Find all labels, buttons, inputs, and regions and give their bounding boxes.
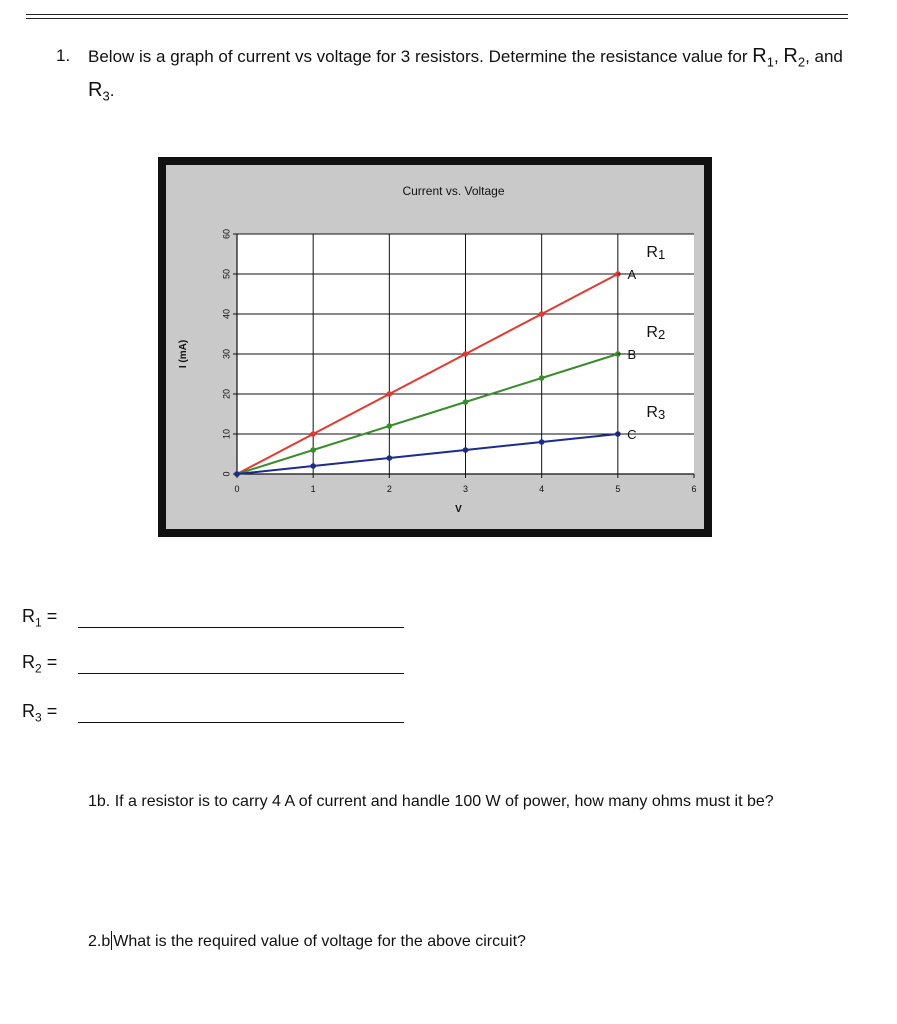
x-tick-label: 4 [539,484,545,494]
question-2b [88,931,526,951]
y-tick-label: 20 [221,388,232,400]
question-1-text: Below is a graph of current vs voltage for 3 resistors. Determine the resistance value for $R_1$, $R_2$, and $R_3$. [88,45,843,104]
answer-r3-blank[interactable] [78,722,404,723]
answer-r3-label: $R_3$ = [22,701,58,725]
chart-title: Current vs. Voltage [402,184,505,198]
chart-figure [158,157,712,537]
series-label-r2: R2 [646,324,666,342]
data-point-r2 [310,447,316,453]
x-tick-label: 6 [691,484,697,494]
point-label-b: B [627,347,637,362]
question-1b: 1b. If a resistor is to carry 4 A of current and handle 100 W of power, how many ohms must it be? [88,793,774,810]
answer-r1-label: $R_1$ = [22,606,58,630]
answer-r2-label: $R_2$ = [22,652,58,676]
y-axis-label: I (mA) [178,339,189,369]
top-rule-2 [26,18,848,19]
x-tick-label: 2 [386,484,392,494]
series-label-r1: R1 [646,244,666,262]
question-2b-text: What is the required value of voltage for the above circuit? [113,933,526,950]
data-point-r3 [234,471,240,477]
x-tick-label: 1 [310,484,316,494]
question-2b-prefix: 2.b [88,933,111,950]
y-tick-label: 0 [221,471,232,477]
data-point-r2 [387,423,393,429]
x-axis-label: V [455,504,462,515]
y-tick-label: 50 [221,268,232,280]
data-point-r3 [310,463,316,469]
y-tick-label: 30 [221,348,232,360]
y-tick-label: 40 [221,308,232,320]
answer-r2-blank[interactable] [78,673,404,674]
data-point-r1 [387,391,393,397]
data-point-r3 [539,439,545,445]
data-point-r1 [539,311,545,317]
point-label-c: C [627,427,637,442]
point-label-a: A [627,267,637,282]
top-rule-1 [26,14,848,15]
data-point-r1 [463,351,469,357]
x-tick-label: 0 [234,484,240,494]
answer-r1-blank[interactable] [78,627,404,628]
y-tick-label: 60 [221,228,232,240]
data-point-r3 [387,455,393,461]
data-point-r2 [539,375,545,381]
y-tick-label: 10 [221,428,232,440]
data-point-r2 [463,399,469,405]
x-tick-label: 3 [462,484,469,494]
data-point-r3 [463,447,469,453]
data-point-r1 [310,431,316,437]
current-vs-voltage-chart [166,165,704,529]
question-1-number: 1. [56,46,71,65]
x-tick-label: 5 [615,484,621,494]
series-label-r3: R3 [646,404,666,422]
